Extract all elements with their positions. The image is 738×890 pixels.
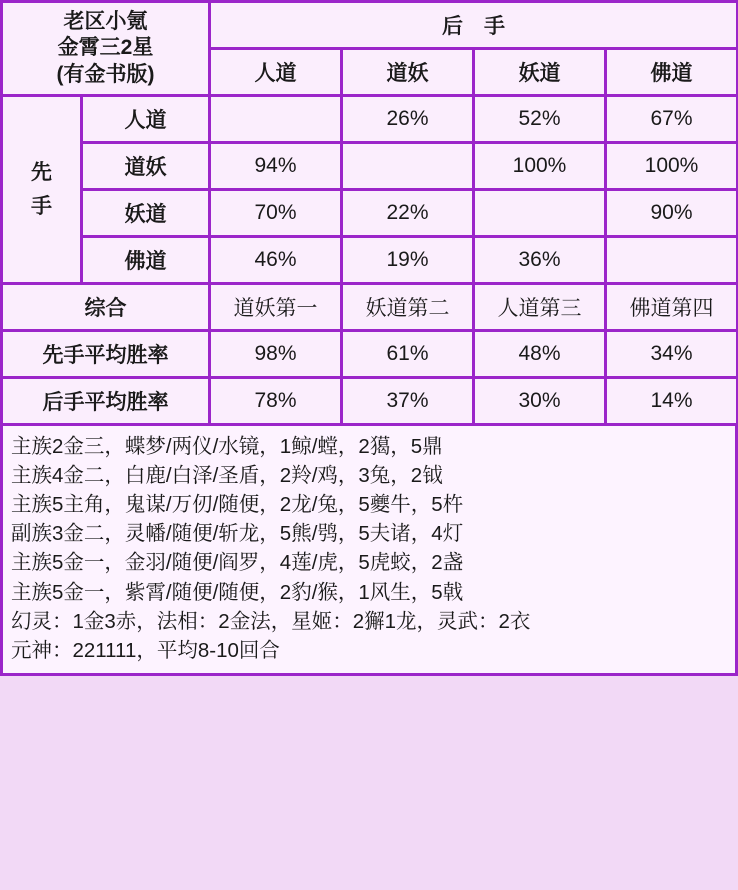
table-title-line-2: 金霄三2星 <box>57 36 154 60</box>
summary-value-0: 道妖第一 <box>210 284 342 331</box>
summary-row <box>2 284 738 331</box>
second-move-average-row <box>2 378 738 425</box>
cell-2-3: 90% <box>606 190 738 237</box>
note-line: 幻灵：1金3赤，法相：2金法，星姬：2獬1龙，灵武：2衣 <box>11 609 531 633</box>
first-move-average-value-3: 34% <box>606 331 738 378</box>
column-group-header: 后 手 <box>210 2 738 49</box>
cell-0-3: 67% <box>606 96 738 143</box>
cell-0-2: 52% <box>474 96 606 143</box>
table-title-line-1: 老区小氪 <box>63 10 148 34</box>
cell-2-0: 70% <box>210 190 342 237</box>
summary-label: 综合 <box>2 284 210 331</box>
cell-1-3: 100% <box>606 143 738 190</box>
table-title-line-3: (有金书版) <box>56 62 155 86</box>
cell-2-1: 22% <box>342 190 474 237</box>
table-header-row-1 <box>2 2 738 49</box>
table-row <box>2 237 738 284</box>
first-move-average-label: 先手平均胜率 <box>2 331 210 378</box>
cell-3-0: 46% <box>210 237 342 284</box>
table-row <box>2 190 738 237</box>
row-header-0: 人道 <box>82 96 210 143</box>
table-row <box>2 143 738 190</box>
table-row <box>2 96 738 143</box>
cell-0-0 <box>210 96 342 143</box>
note-line: 主族5金一，紫霄/随便/随便，2豹/猴，1风生，5戟 <box>11 580 464 604</box>
first-move-average-row <box>2 331 738 378</box>
notes-block <box>0 426 738 676</box>
first-move-average-value-1: 61% <box>342 331 474 378</box>
cell-2-2 <box>474 190 606 237</box>
row-group-header: 先 手 <box>2 96 82 284</box>
table-title <box>2 2 210 96</box>
row-header-3: 佛道 <box>82 237 210 284</box>
cell-3-3 <box>606 237 738 284</box>
second-move-average-value-2: 30% <box>474 378 606 425</box>
summary-value-1: 妖道第二 <box>342 284 474 331</box>
cell-0-1: 26% <box>342 96 474 143</box>
note-line: 主族5主角，鬼谋/万仞/随便，2龙/兔，5夔牛，5杵 <box>11 493 464 517</box>
column-header-1: 道妖 <box>342 49 474 96</box>
column-header-3: 佛道 <box>606 49 738 96</box>
second-move-average-value-1: 37% <box>342 378 474 425</box>
note-line: 主族2金三，蝶梦/两仪/水镜，1鲸/螳，2獦，5鼎 <box>11 435 443 458</box>
column-header-0: 人道 <box>210 49 342 96</box>
summary-value-2: 人道第三 <box>474 284 606 331</box>
winrate-matrix-table <box>0 0 738 426</box>
second-move-average-value-3: 14% <box>606 378 738 425</box>
summary-value-3: 佛道第四 <box>606 284 738 331</box>
cell-3-2: 36% <box>474 237 606 284</box>
note-line: 主族4金二，白鹿/白泽/圣盾，2羚/鸡，3兔，2钺 <box>11 464 443 488</box>
second-move-average-value-0: 78% <box>210 378 342 425</box>
note-line: 主族5金一，金羽/随便/阎罗，4莲/虎，5虎蛟，2盏 <box>11 551 464 575</box>
cell-3-1: 19% <box>342 237 474 284</box>
note-line: 副族3金二，灵幡/随便/斩龙，5熊/鸮，5夫诸，4灯 <box>11 522 464 546</box>
row-header-1: 道妖 <box>82 143 210 190</box>
note-line: 元神：221111，平均8-10回合 <box>11 638 280 662</box>
column-header-2: 妖道 <box>474 49 606 96</box>
row-header-2: 妖道 <box>82 190 210 237</box>
first-move-average-value-2: 48% <box>474 331 606 378</box>
cell-1-1 <box>342 143 474 190</box>
first-move-average-value-0: 98% <box>210 331 342 378</box>
cell-1-2: 100% <box>474 143 606 190</box>
second-move-average-label: 后手平均胜率 <box>2 378 210 425</box>
cell-1-0: 94% <box>210 143 342 190</box>
